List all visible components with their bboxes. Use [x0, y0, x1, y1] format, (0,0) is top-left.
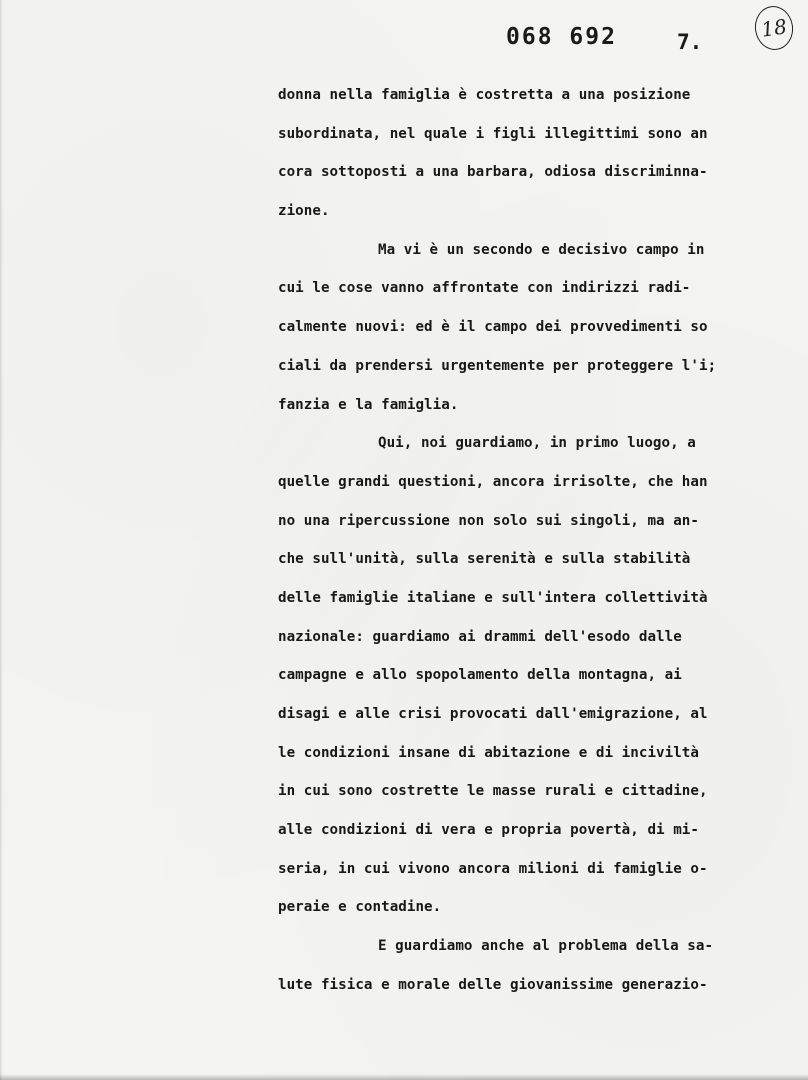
text-line: nazionale: guardiamo ai drammi dell'esodo dalle	[278, 628, 682, 645]
text-line: cora sottoposti a una barbara, odiosa discriminna-	[278, 164, 708, 181]
page-number: 7.	[677, 30, 703, 54]
paragraph-start-line: Qui, noi guardiamo, in primo luogo, a	[378, 435, 696, 452]
text-line: campagne e allo spopolamento della montagna, ai	[278, 667, 682, 684]
text-line: fanzia e la famiglia.	[278, 396, 459, 413]
handwritten-circled-number: 18	[752, 4, 796, 53]
typewritten-body	[278, 76, 788, 1005]
archive-number: 068 692	[506, 24, 617, 50]
text-line: delle famiglie italiane e sull'intera collettività	[278, 589, 708, 606]
paragraph-start-line: E guardiamo anche al problema della sa-	[378, 938, 714, 955]
text-line: le condizioni insane di abitazione e di inciviltà	[278, 744, 699, 761]
text-line: seria, in cui vivono ancora milioni di famiglie o-	[278, 860, 708, 877]
text-line: lute fisica e morale delle giovanissime generazio-	[278, 976, 708, 993]
text-line: donna nella famiglia è costretta a una posizione	[278, 87, 691, 103]
text-line: alle condizioni di vera e propria povertà, di mi-	[278, 822, 699, 839]
text-line: disagi e alle crisi provocati dall'emigrazione, al	[278, 706, 708, 722]
text-line: ciali da prendersi urgentemente per proteggere l'i;	[278, 357, 717, 374]
text-line: cui le cose vanno affrontate con indirizzi radi-	[278, 280, 691, 297]
text-line: subordinata, nel quale i figli illegittimi sono an	[278, 125, 708, 142]
text-line: calmente nuovi: ed è il campo dei provvedimenti so	[278, 319, 708, 336]
text-line: zione.	[278, 203, 330, 220]
text-line: peraie e contadine.	[278, 899, 442, 916]
text-line: in cui sono costrette le masse rurali e cittadine,	[278, 783, 708, 800]
scan-bottom-edge	[0, 1074, 808, 1080]
scan-edge-shadow	[0, 0, 3, 1080]
paragraph-start-line: Ma vi è un secondo e decisivo campo in	[378, 241, 705, 258]
text-line: no una ripercussione non solo sui singoli, ma an-	[278, 512, 699, 529]
text-line: che sull'unità, sulla serenità e sulla stabilità	[278, 551, 691, 568]
text-line: quelle grandi questioni, ancora irrisolte, che han	[278, 473, 708, 490]
